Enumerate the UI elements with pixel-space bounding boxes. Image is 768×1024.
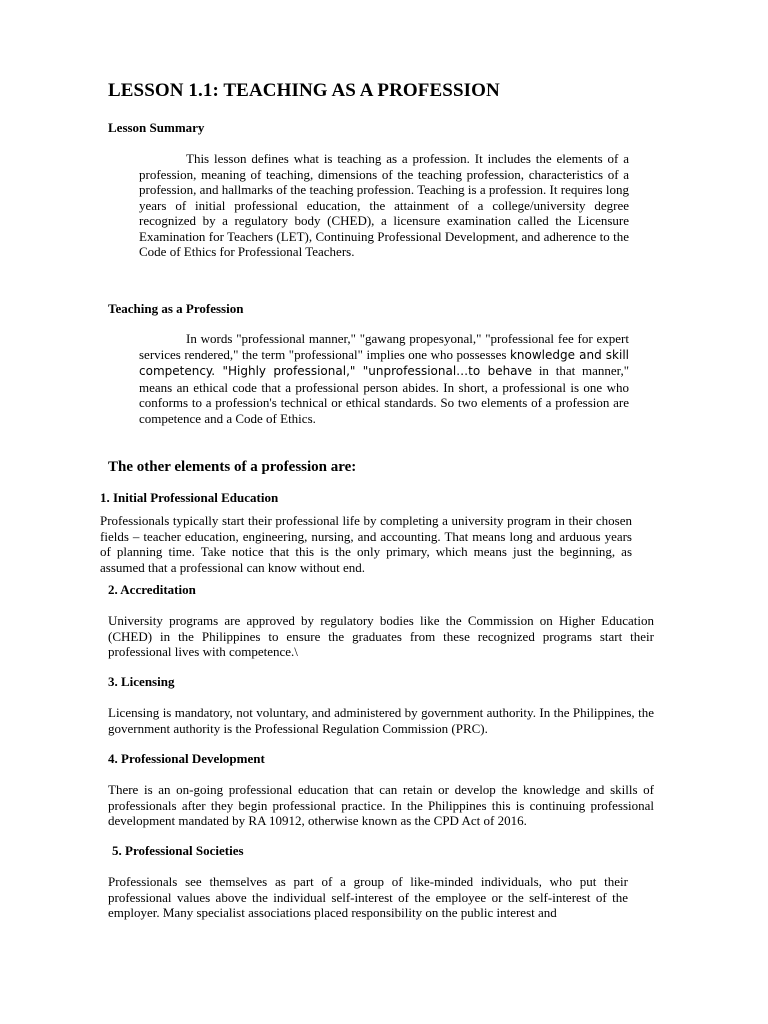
element-text-professional-societies: Professionals see themselves as part of a group of like-minded individuals, who put their professional values above the individual self-interest of the employee or the self-interest of the employer. Many specialist associations placed responsibility on the public interest and <box>108 874 628 920</box>
lesson-summary-heading: Lesson Summary <box>108 120 205 135</box>
teaching-profession-text-c: in that manner," means an ethical code that a professional person abides. In short, a professional is one who conforms to a profession's technical or ethical standards. So two elements of a profession are competence and a Code of Ethics. <box>139 363 630 426</box>
element-text-initial-education: Professionals typically start their professional life by completing a university program in their chosen fields – teacher education, engineering, nursing, and accounting. That means long and arduous years of planning time. Take notice that this is the only primary, which means just the beginning, as assumed that a professional can know without end. <box>100 513 632 575</box>
teaching-profession-heading: Teaching as a Profession <box>108 301 244 316</box>
element-heading-professional-development: 4. Professional Development <box>108 751 265 766</box>
teaching-profession-text-b: knowledge and skill competency. "Highly professional," "unprofessional…to behave <box>139 347 629 378</box>
element-heading-professional-societies: 5. Professional Societies <box>112 843 244 858</box>
lesson-summary-paragraph: This lesson defines what is teaching as a profession. It includes the elements of a profession, meaning of teaching, dimensions of the teaching profession, characteristics of a profession, and hallmarks of the teaching profession. Teaching is a profession. It requires long years of initial professional education, the attainment of a college/university degree recognized by a regulatory body (CHED), a licensure examination called the Licensure Examination for Teachers (LET), Continuing Professional Development, and adherence to the Code of Ethics for Professional Teachers. <box>139 151 629 259</box>
element-heading-initial-education: 1. Initial Professional Education <box>100 490 279 505</box>
teaching-profession-paragraph <box>139 331 629 426</box>
element-text-licensing: Licensing is mandatory, not voluntary, and administered by government authority. In the Philippines, the government authority is the Professional Regulation Commission (PRC). <box>108 705 654 736</box>
other-elements-heading: The other elements of a profession are: <box>108 459 357 475</box>
lesson-title: LESSON 1.1: TEACHING AS A PROFESSION <box>108 80 500 101</box>
element-heading-accreditation: 2. Accreditation <box>108 582 196 597</box>
element-heading-licensing: 3. Licensing <box>108 674 175 689</box>
teaching-profession-text-a: In words "professional manner," "gawang propesyonal," "professional fee for expert services rendered," the term "professional" implies one who possesses <box>139 331 629 362</box>
element-text-accreditation: University programs are approved by regulatory bodies like the Commission on Higher Education (CHED) in the Philippines to ensure the graduates from these recognized programs start their professional lives with competence.\ <box>108 613 654 659</box>
element-text-professional-development: There is an on-going professional education that can retain or develop the knowledge and skills of professionals after they begin professional practice. In the Philippines this is continuing professional development mandated by RA 10912, otherwise known as the CPD Act of 2016. <box>108 782 654 828</box>
